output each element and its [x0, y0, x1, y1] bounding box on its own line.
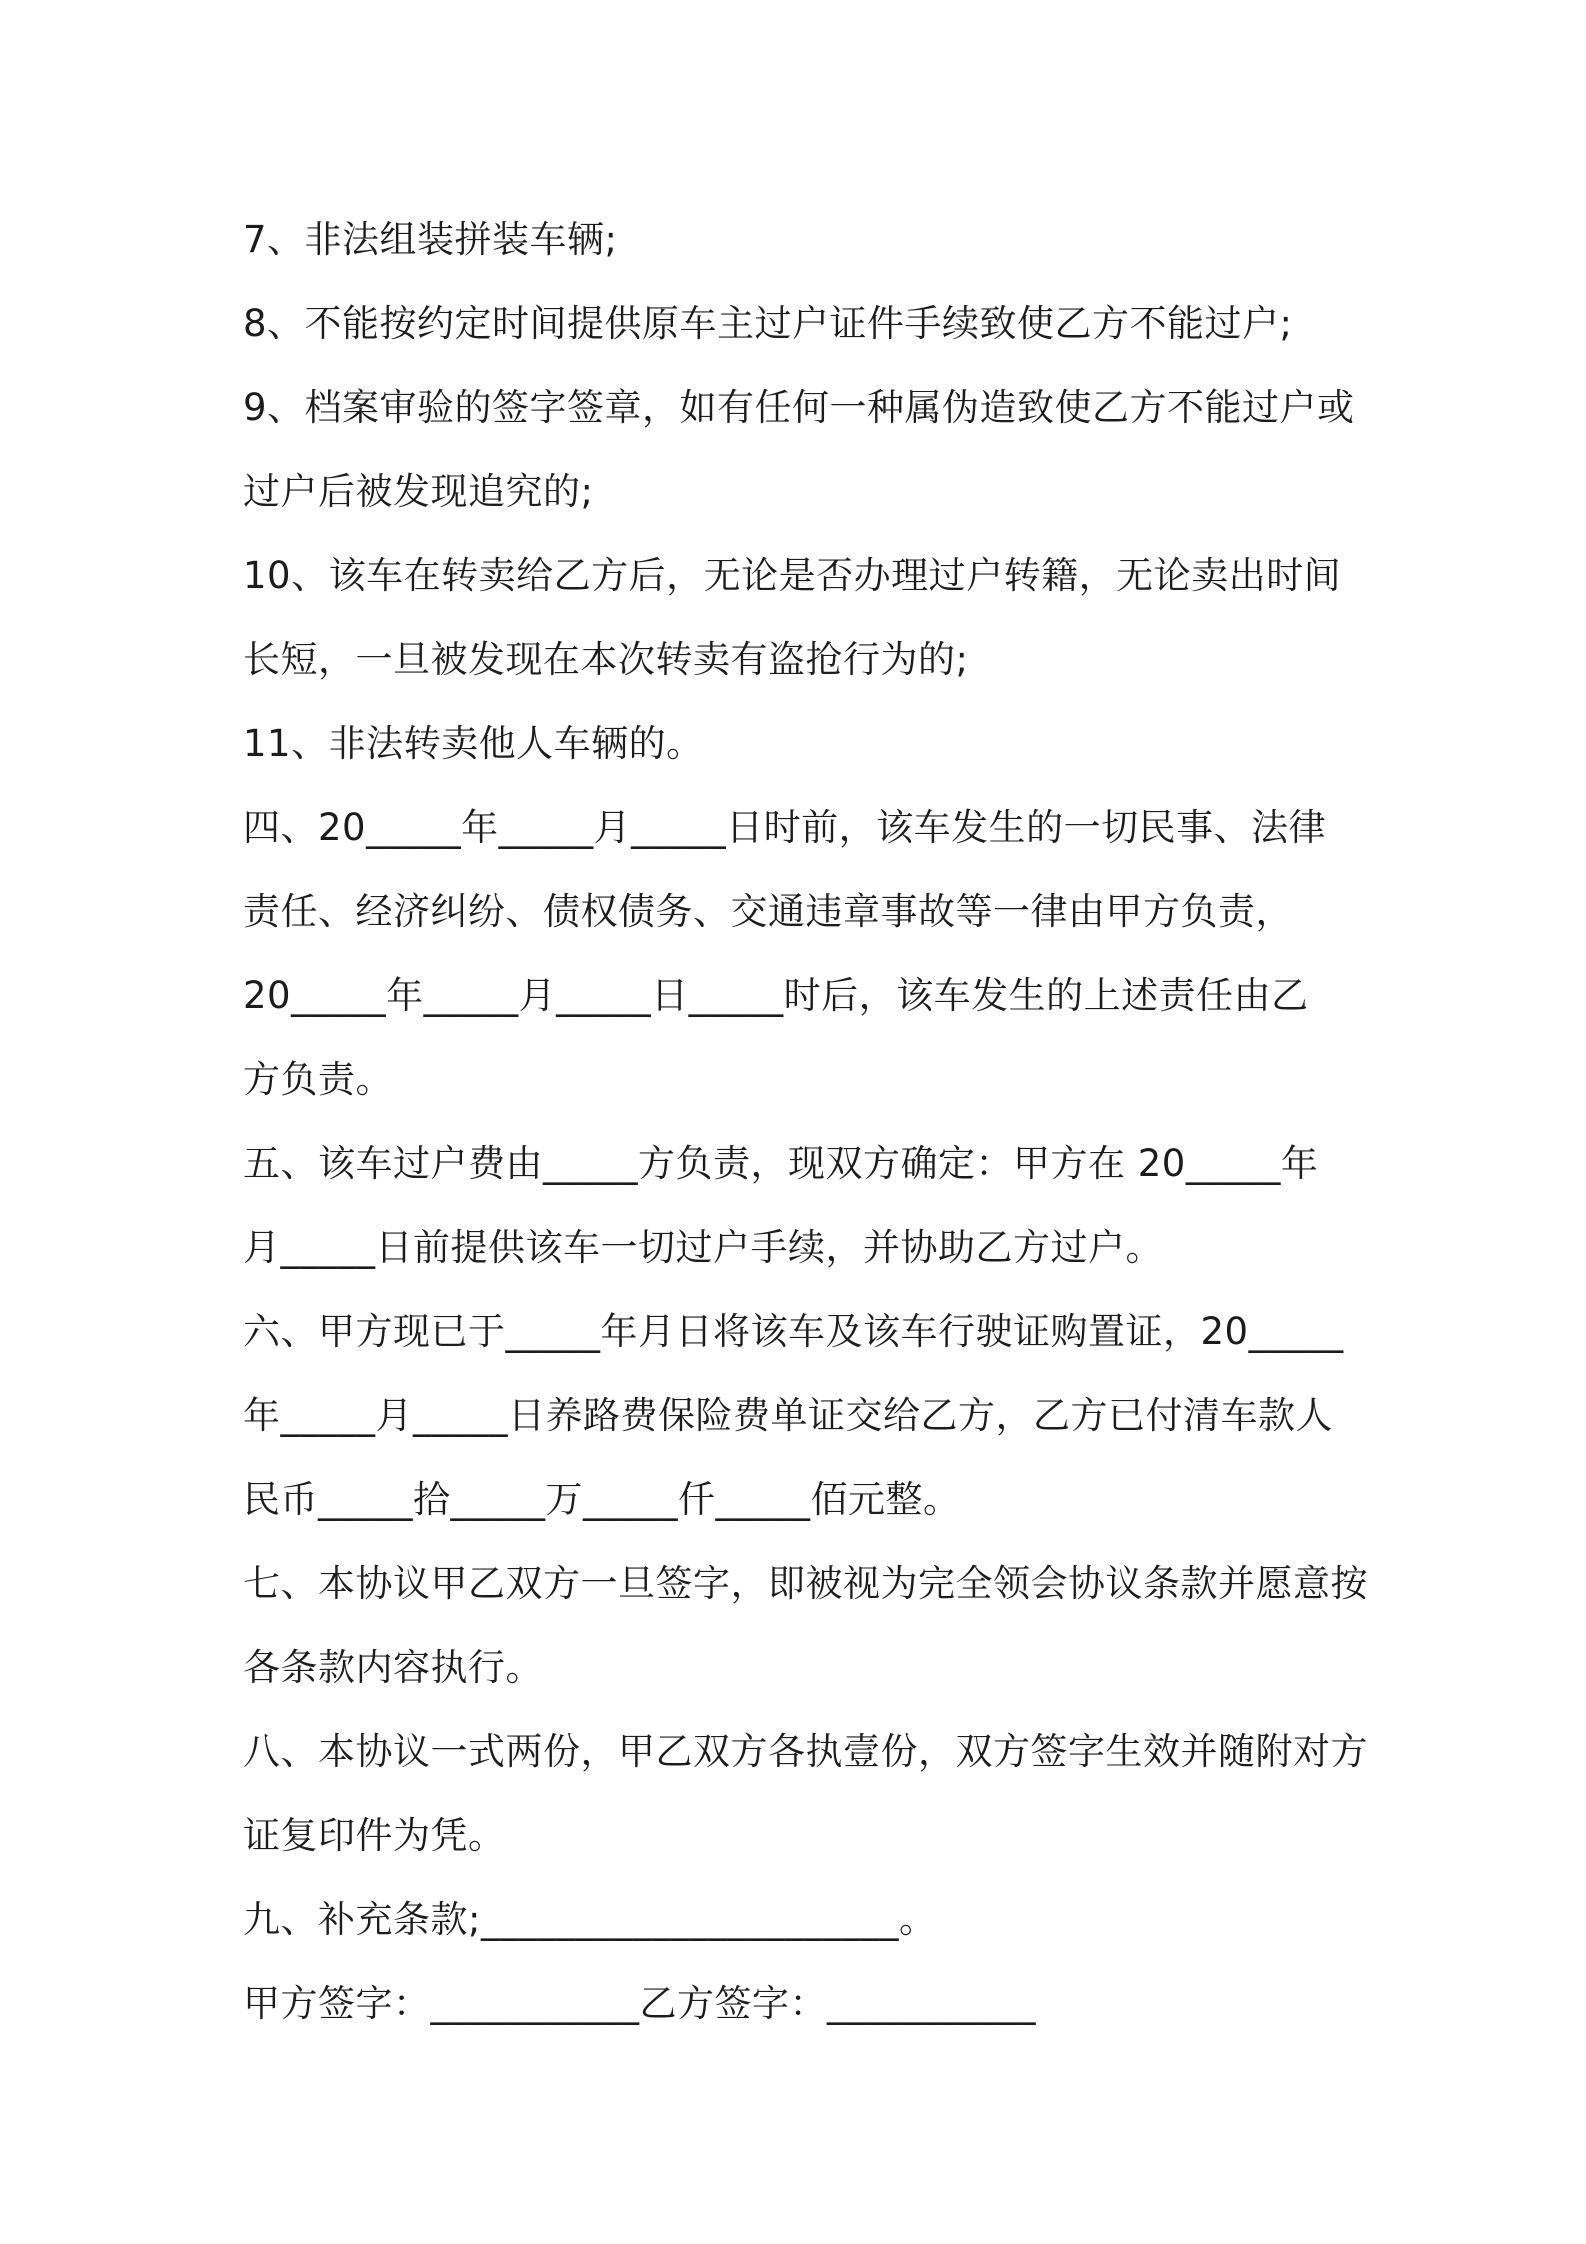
- section-4-line-1: 四、20_____年_____月_____日时前，该车发生的一切民事、法律: [243, 806, 1327, 849]
- clause-9-line-1: 9、档案审验的签字签章，如有任何一种属伪造致使乙方不能过户或: [243, 386, 1355, 429]
- section-4-line-3: 20_____年_____月_____日_____时后，该车发生的上述责任由乙: [243, 974, 1309, 1017]
- clause-10-line-2: 长短，一旦被发现在本次转卖有盗抢行为的;: [243, 638, 969, 681]
- section-8-line-2: 证复印件为凭。: [243, 1814, 506, 1857]
- clause-9-line-2: 过户后被发现追究的;: [243, 470, 594, 513]
- section-6-line-1: 六、甲方现已于_____年月日将该车及该车行驶证购置证，20_____: [243, 1310, 1344, 1353]
- section-7-line-1: 七、本协议甲乙双方一旦签字，即被视为完全领会协议条款并愿意按: [243, 1562, 1368, 1605]
- section-7-line-2: 各条款内容执行。: [243, 1646, 543, 1689]
- section-9-supplementary: 九、补充条款;______________________。: [243, 1898, 937, 1941]
- clause-10-line-1: 10、该车在转卖给乙方后，无论是否办理过户转籍，无论卖出时间: [243, 554, 1342, 597]
- section-4-line-4: 方负责。: [243, 1058, 393, 1101]
- clause-8: 8、不能按约定时间提供原车主过户证件手续致使乙方不能过户;: [243, 302, 1293, 345]
- section-8-line-1: 八、本协议一式两份，甲乙双方各执壹份，双方签字生效并随附对方: [243, 1730, 1368, 1773]
- signature-line: 甲方签字：___________乙方签字：___________: [243, 1982, 1036, 2025]
- section-5-line-1: 五、该车过户费由_____方负责，现双方确定：甲方在 20_____年: [243, 1142, 1319, 1185]
- section-6-line-2: 年_____月_____日养路费保险费单证交给乙方，乙方已付清车款人: [243, 1394, 1333, 1437]
- section-4-line-2: 责任、经济纠纷、债权债务、交通违章事故等一律由甲方负责，: [243, 890, 1293, 933]
- clause-11: 11、非法转卖他人车辆的。: [243, 722, 704, 765]
- section-5-line-2: 月_____日前提供该车一切过户手续，并协助乙方过户。: [243, 1226, 1163, 1269]
- section-6-line-3: 民币_____拾_____万_____仟_____佰元整。: [243, 1478, 961, 1521]
- document-body: [243, 198, 1368, 2046]
- clause-7: 7、非法组装拼装车辆;: [243, 218, 618, 261]
